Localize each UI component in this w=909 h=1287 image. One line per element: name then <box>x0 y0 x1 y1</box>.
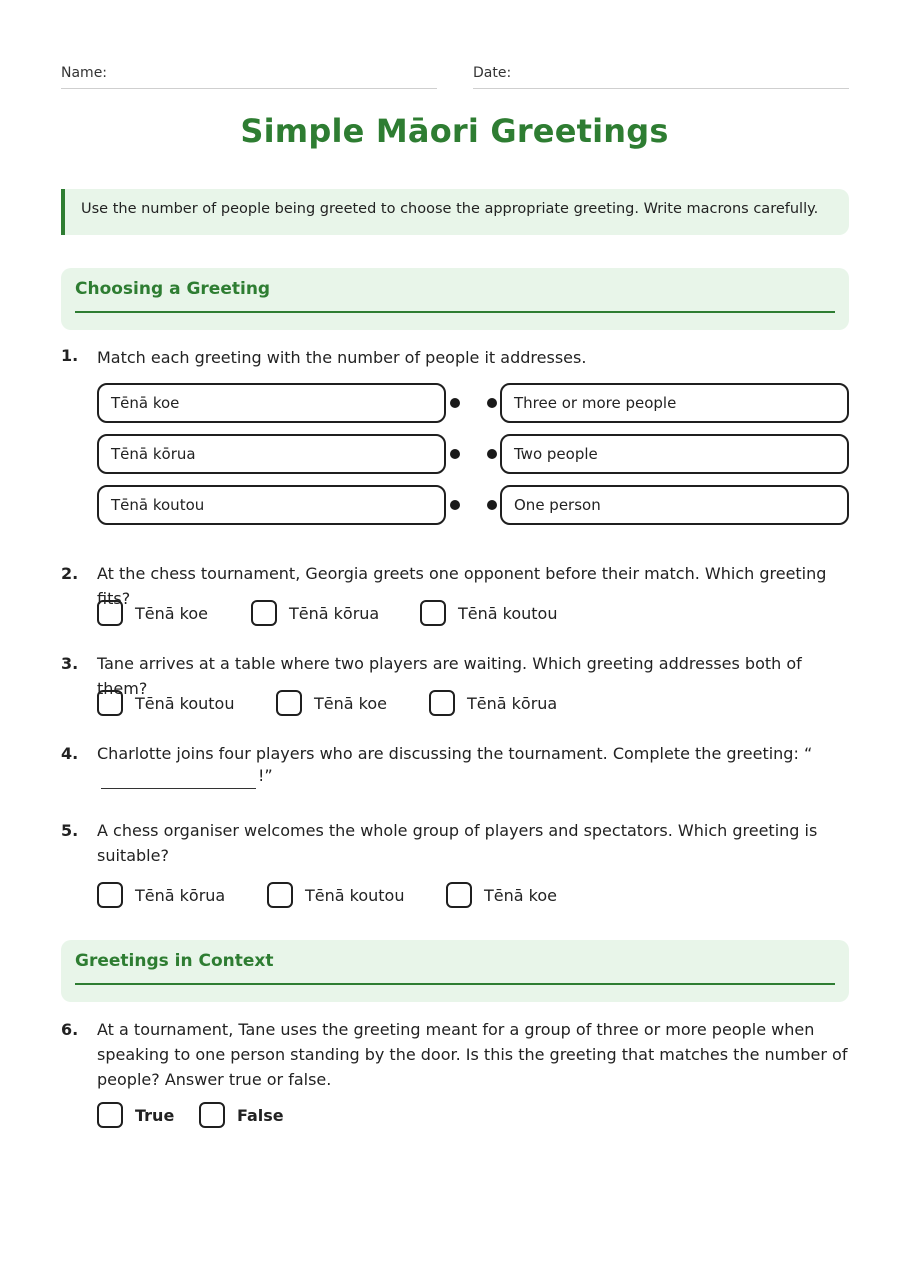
question-text: A chess organiser welcomes the whole group of players and spectators. Which greeting is suitable? <box>97 821 818 865</box>
question-text: At the chess tournament, Georgia greets one opponent before their match. Which greeting fits? <box>97 564 827 608</box>
match-left-item[interactable]: Tēnā koutou <box>97 485 446 525</box>
question-text-end: !” <box>258 766 273 785</box>
question-text: Match each greeting with the number of people it addresses. <box>97 348 587 367</box>
checkbox[interactable] <box>429 690 455 716</box>
option[interactable] <box>97 600 208 626</box>
question-number: 4. <box>61 744 79 763</box>
option[interactable] <box>267 882 404 908</box>
option-label: Tēnā kōrua <box>135 885 226 905</box>
match-left-dot[interactable] <box>450 449 460 459</box>
question-number: 3. <box>61 654 79 673</box>
match-left-item[interactable]: Tēnā kōrua <box>97 434 446 474</box>
match-left-dot[interactable] <box>450 398 460 408</box>
match-right-dot[interactable] <box>487 398 497 408</box>
question-number: 2. <box>61 564 79 583</box>
option-label: Tēnā koutou <box>135 693 235 713</box>
option-label: Tēnā kōrua <box>289 603 380 623</box>
match-right-dot[interactable] <box>487 449 497 459</box>
match-right-item[interactable]: Two people <box>500 434 849 474</box>
match-right-item[interactable]: Three or more people <box>500 383 849 423</box>
match-left-dot[interactable] <box>450 500 460 510</box>
checkbox[interactable] <box>97 690 123 716</box>
section-rule <box>75 983 835 985</box>
checkbox[interactable] <box>446 882 472 908</box>
checkbox[interactable] <box>97 1102 123 1128</box>
instructions-box: Use the number of people being greeted to choose the appropriate greeting. Write macrons carefully. <box>61 189 849 235</box>
option[interactable] <box>276 690 387 716</box>
date-field[interactable] <box>473 62 849 89</box>
option-label: Tēnā koe <box>484 885 557 905</box>
option[interactable] <box>429 690 557 716</box>
option-true[interactable] <box>97 1102 174 1128</box>
question-number: 1. <box>61 346 79 365</box>
checkbox[interactable] <box>97 882 123 908</box>
checkbox[interactable] <box>420 600 446 626</box>
section-greetings-in-context <box>61 940 849 1002</box>
option[interactable] <box>420 600 557 626</box>
question-number: 5. <box>61 821 79 840</box>
option[interactable] <box>97 882 225 908</box>
option[interactable] <box>97 690 234 716</box>
option[interactable] <box>251 600 379 626</box>
checkbox[interactable] <box>276 690 302 716</box>
option-label: Tēnā koe <box>314 693 387 713</box>
option-label: Tēnā koutou <box>305 885 405 905</box>
match-left-item[interactable]: Tēnā koe <box>97 383 446 423</box>
question-number: 6. <box>61 1020 79 1039</box>
option-label: Tēnā kōrua <box>467 693 558 713</box>
option-label: False <box>237 1105 284 1125</box>
option-label: True <box>135 1105 175 1125</box>
option-label: Tēnā koe <box>135 603 208 623</box>
checkbox[interactable] <box>267 882 293 908</box>
question-text: Charlotte joins four players who are discussing the tournament. Complete the greeting: “ <box>97 744 813 763</box>
section-rule <box>75 311 835 313</box>
match-right-dot[interactable] <box>487 500 497 510</box>
checkbox[interactable] <box>97 600 123 626</box>
option-label: Tēnā koutou <box>458 603 558 623</box>
page-title: Simple Māori Greetings <box>240 112 669 150</box>
answer-blank[interactable] <box>101 770 256 789</box>
option[interactable] <box>446 882 557 908</box>
section-title: Choosing a Greeting <box>75 279 271 299</box>
section-title: Greetings in Context <box>75 951 274 971</box>
section-choosing-a-greeting <box>61 268 849 330</box>
question-text: Tane arrives at a table where two players are waiting. Which greeting addresses both of them? <box>97 654 802 698</box>
question-text: At a tournament, Tane uses the greeting meant for a group of three or more people when speaking to one person standing by the door. Is this the greeting that matches the number of people? Answer true or false. <box>97 1020 848 1089</box>
option-false[interactable] <box>199 1102 284 1128</box>
match-right-item[interactable]: One person <box>500 485 849 525</box>
checkbox[interactable] <box>251 600 277 626</box>
name-field[interactable] <box>61 62 437 89</box>
name-label: Name: <box>61 65 108 81</box>
checkbox[interactable] <box>199 1102 225 1128</box>
date-label: Date: <box>473 65 512 81</box>
